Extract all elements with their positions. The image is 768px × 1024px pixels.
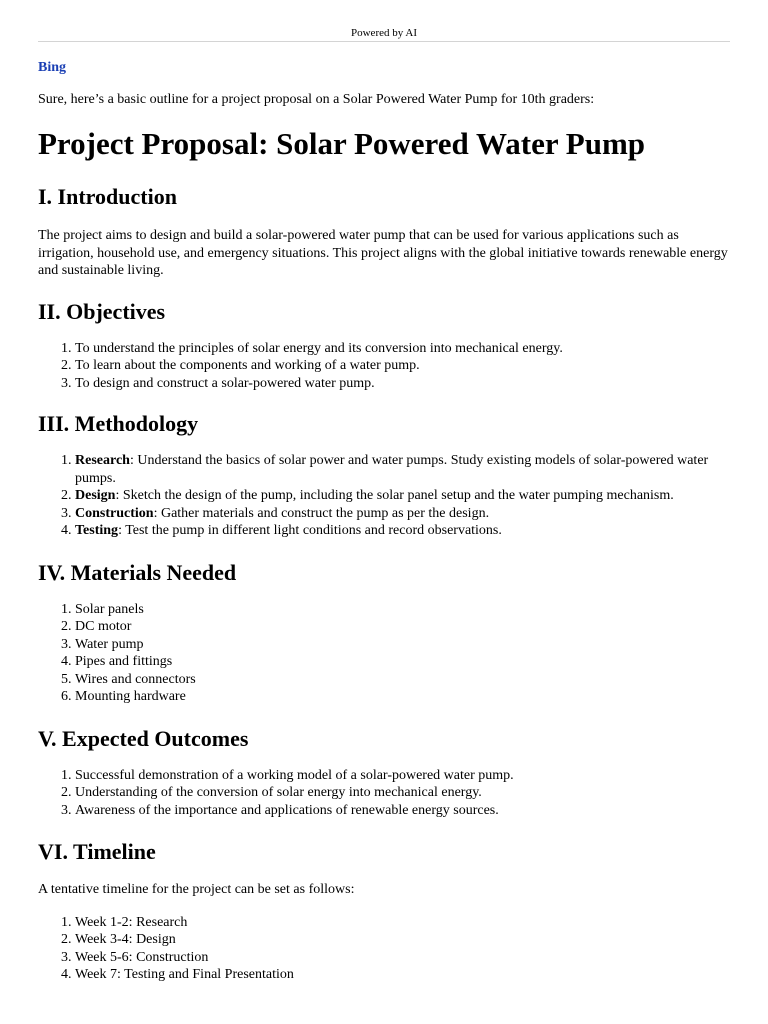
section-methodology [38,411,730,540]
list-item: 2. DC motor [75,618,730,636]
section-heading: I. Introduction [38,184,177,209]
list-item: 1. Week 1-2: Research [75,914,730,932]
timeline-list [38,914,730,984]
section-heading: V. Expected Outcomes [38,725,249,751]
response-intro: Sure, here’s a basic outline for a project proposal on a Solar Powered Water Pump for 10th graders: [38,92,595,107]
section-heading: III. Methodology [38,411,199,436]
list-item-term: Research [75,453,130,468]
list-item [75,522,730,540]
document-page [38,0,730,984]
section-paragraph: The project aims to design and build a solar-powered water pump that can be used for various applications such as irrigation, household use, and emergency situations. This project aligns with the global initiative towards renewable energy and sustainable living. [38,228,728,278]
header-divider [38,41,730,42]
list-item-text: : Sketch the design of the pump, including the solar panel setup and the water pumping mechanism. [115,488,674,503]
list-item: 4. Pipes and fittings [75,653,730,671]
list-item: 5. Wires and connectors [75,671,730,689]
section-introduction [38,184,730,280]
materials-list [38,601,730,706]
list-item [75,487,730,505]
page-title: Project Proposal: Solar Powered Water Pump [38,126,646,161]
section-paragraph: A tentative timeline for the project can be set as follows: [38,882,355,897]
source-label: Bing [38,60,67,75]
objectives-list [38,340,730,393]
powered-by-label: Powered by AI [351,27,417,39]
section-heading: IV. Materials Needed [38,559,237,585]
list-item-text: : Gather materials and construct the pump as per the design. [153,505,490,521]
methodology-list [38,452,730,540]
list-item: 3. Water pump [75,636,730,654]
list-item-term: Design [75,488,116,503]
list-item-text: : Test the pump in different light conditions and record observations. [118,523,502,538]
outcomes-list [38,767,730,820]
list-item: 3. Awareness of the importance and applications of renewable energy sources. [75,802,730,820]
section-outcomes [38,726,730,820]
section-materials [38,560,730,706]
list-item: 2. To learn about the components and working of a water pump. [75,357,730,375]
list-item: 4. Week 7: Testing and Final Presentation [75,966,730,984]
list-item: 1. To understand the principles of solar energy and its conversion into mechanical energy. [75,340,730,358]
section-heading: VI. Timeline [38,839,156,864]
section-timeline [38,839,730,984]
list-item [75,452,730,487]
list-item: 2. Week 3-4: Design [75,931,730,949]
list-item: 1. Successful demonstration of a working model of a solar-powered water pump. [75,767,730,785]
list-item-term: Testing [75,523,119,538]
section-heading: II. Objectives [38,298,166,324]
list-item [75,505,730,523]
list-item: 3. To design and construct a solar-powered water pump. [75,375,730,393]
list-item-term: Construction [75,505,154,521]
list-item-text: : Understand the basics of solar power and water pumps. Study existing models of solar-powered water pumps. [75,453,709,486]
list-item: 1. Solar panels [75,601,730,619]
list-item: 3. Week 5-6: Construction [75,949,730,967]
list-item: 2. Understanding of the conversion of solar energy into mechanical energy. [75,784,730,802]
section-objectives [38,299,730,393]
list-item: 6. Mounting hardware [75,688,730,706]
